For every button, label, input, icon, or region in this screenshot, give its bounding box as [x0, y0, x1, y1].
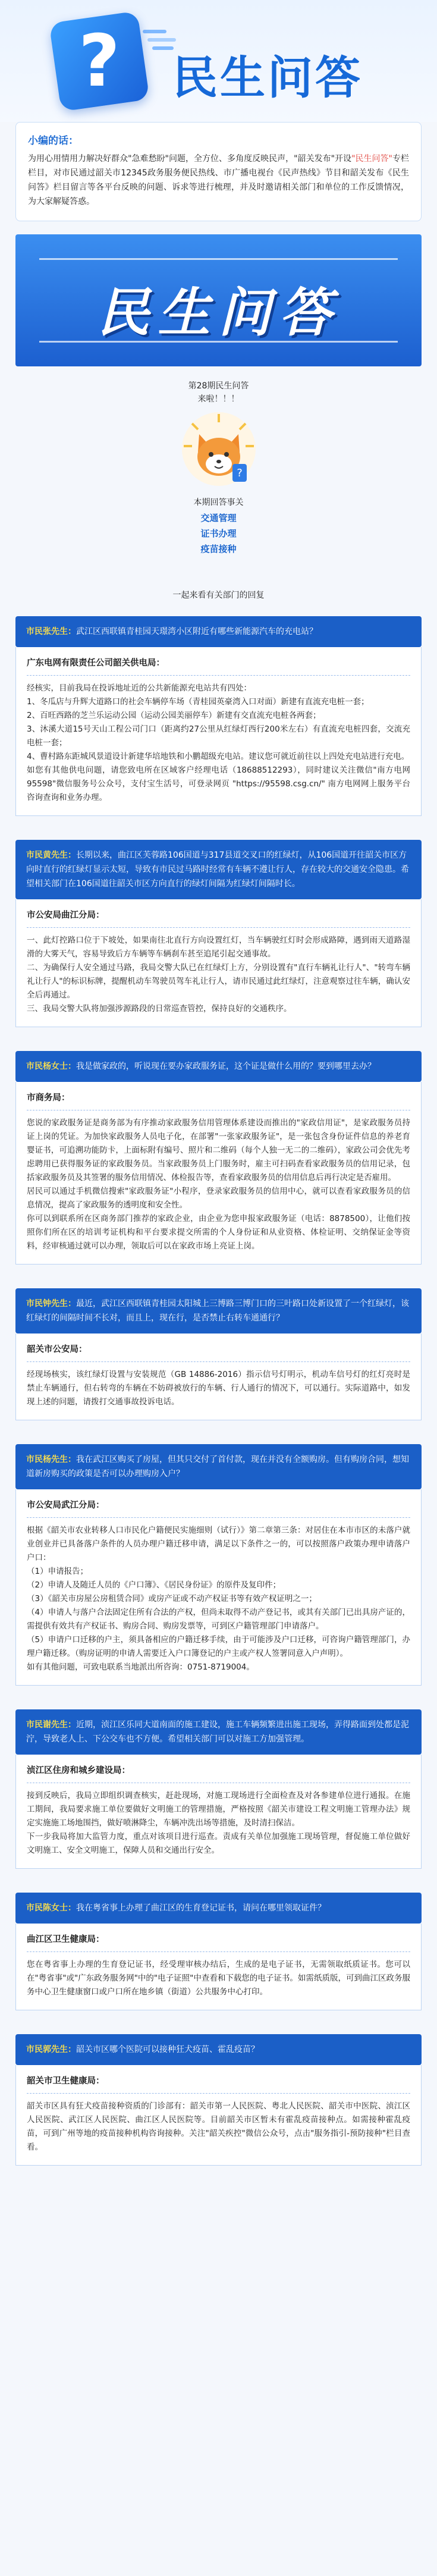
asker-name: 市民杨女士： — [26, 1062, 76, 1071]
answer-box — [15, 1082, 422, 1265]
answer-box — [15, 899, 422, 1027]
mascot-fox-icon — [180, 410, 257, 488]
topic-item: 交通管理 — [200, 513, 237, 523]
column-name-highlight: "民生问答" — [351, 154, 392, 164]
qa-block — [15, 2034, 422, 2166]
qa-block — [15, 1051, 422, 1265]
qa-block — [15, 1444, 422, 1686]
svg-text:?: ? — [236, 467, 243, 479]
topics-list — [0, 495, 437, 557]
issue-info — [0, 379, 437, 406]
answer-box — [15, 1924, 422, 2010]
answer-department: 浈江区住房和城乡建设局： — [27, 1766, 130, 1775]
answer-department: 广东电网有限责任公司韶关供电局： — [27, 658, 165, 668]
editor-note-text: 为用心用情用力解决好群众"急难愁盼"问题，全方位、多角度反映民声，"韶关发布"开设"民生问答"专栏栏目，对市民通过韶关市12345政务服务便民热线、市广播电视台《民声热线》节目和韶关发布《民生问答》栏目留言等各平台反映的问题、诉求等进行梳理，并及时邀请相关部门和单位的工作反馈情况，为大家解疑答惑。 — [28, 154, 409, 206]
question-box — [15, 616, 422, 647]
question-mark-icon: ? — [49, 11, 149, 111]
answer-text: 韶关市区具有狂犬疫苗接种资质的门诊部有：韶关市第一人民医院、粤北人民医院、韶关市中医院、浈江区人民医院、武江区人民医院、曲江区人民医院等。目前韶关市区暂未有霍乱疫苗接种点。如需接种霍乱疫苗，可到广州等地的疫苗接种机构咨询接种。关注"韶关疾控"微信公众号，点击"服务指引-预防接种"栏目查看。 — [27, 2101, 410, 2152]
qa-block — [15, 840, 422, 1027]
editor-note-label: 小编的话： — [28, 135, 78, 147]
question-text: 武江区西联镇青桂园天璟湾小区附近有哪些新能源汽车的充电站？ — [76, 627, 317, 636]
question-box — [15, 2034, 422, 2065]
answer-text: 根据《韶关市农业转移人口市民化户籍便民实施细则（试行）》第二章第三条：对居住在本市市区的未落户就业创业并已具备落户条件的人员办理户籍迁移申请，满足以下条件之一的，可以按照落户政策办理申请落户户口： （1）申请报告； （2）申请人及随迁人员的《户口簿》、《居民身份证》的原件及复印件； （3）《韶关市房屋公房租赁合同》或房产证或不动产权证书等有效产权证明之一； （4）申请人与落户合法固定住所有合法的产权，但尚未取得不动产登记书，或其有关部门已出具房产证的，需提供有效共有产权证书、购房合同、购房发票等，可到区户籍管理部门申请落户。 （5）申请户口迁移的户主，须具备相应的户籍迁移手续，由于可能涉及户口迁移，可咨询户籍管理部门，办理户籍迁移。（购房证明的申请人需要迁入户口簿登记的户主或产权人签署同意入户声明）。 如有其他问题，可致电联系当地派出所咨询：0751-8719004。 — [27, 1526, 410, 1672]
editor-note-card — [15, 122, 422, 221]
answer-department: 市公安局武江分局： — [27, 1501, 105, 1510]
answer-text: 您在粤省事上办理的生育登记证书，经受理审核办结后，生成的是电子证书，无需领取纸质证书。您可以在"粤省事"或"广东政务服务网"中的"电子证照"中查看和下载您的电子证书。如需纸质版，可到曲江区政务服务中心卫生健康窗口或户口所在地乡镇（街道）公共服务中心打印。 — [27, 1960, 410, 1997]
answer-box — [15, 1489, 422, 1686]
qa-list — [0, 616, 437, 2166]
answer-text: 您说的家政服务证是商务部为有序推动家政服务信用管理体系建设而推出的"家政信用证"，是家政服务员持证上岗的凭证。为加快家政服务人员电子化，在部署"一张家政服务证"，是一张包含身份证件信息的养老育婴证书，可追溯功能防卡，上面标附有编号、照片和二维码（每个人独一无二的二维码），家政公司会优先考虑聘用已获得服务证的家政服务员。当家政服务员上门服务时，雇主可扫码查看家政服务员的信用记录，包括家政服务员及其签署的服务信用情况、体检报告等，查看家政服务员的信用信息后再行决定是否雇用。 居民可以通过手机微信搜索"家政服务证"小程序，登录家政服务员的信用中心，就可以查看家政服务员的信息情况，提高了家政服务的透明度和安全性。 你可以到联系所在区商务部门推荐的家政企业，由企业为您申报家政服务证（电话：8878500），让他们按照你们所在区的培训考证机构和平台要求提交所需的个人身份证和从业资格、体检证明、交纳保证金等资料，经审核通过就可以办理，领取后可以在家政市场上亮证上岗。 — [27, 1118, 410, 1251]
answer-text: 接到反映后，我局立即组织调查核实，赶赴现场，对施工现场进行全面检查及对各参建单位进行通报。在施工期间，我局要求施工单位要做好文明施工的管理措施，严格按照《韶关市建设工程文明施工管理办法》规定实施施工场地围挡，做好喷淋降尘，车辆冲洗出场等措施，及时清扫保洁。 下一步我局将加大监管力度，重点对该项目进行巡查。责成有关单位加强施工现场管理，督促施工单位做好文明施工、安全文明施工，保障人员和交通出行安全。 — [27, 1791, 410, 1855]
asker-name: 市民谢先生： — [26, 1720, 76, 1730]
page-title: 民生问答 — [172, 51, 363, 104]
answer-department: 韶关市公安局： — [27, 1345, 87, 1354]
question-text: 韶关市区哪个医院可以接种狂犬疫苗、霍乱疫苗？ — [76, 2045, 259, 2054]
qa-block — [15, 1893, 422, 2010]
asker-name: 市民郭先生： — [26, 2045, 76, 2054]
header-hero — [0, 0, 437, 122]
answer-department: 曲江区卫生健康局： — [27, 1935, 105, 1944]
answer-text: 经现场核实，该红绿灯设置与安装规范（GB 14886-2016）指示信号灯明示，机动车信号灯的红灯亮时是禁止车辆通行，但右转弯的车辆在不妨碍被放行的车辆、行人通行的情况下，可以通行。实际道路中，如发现上述的问题，请拨打交通事故投诉电话。 — [27, 1370, 410, 1407]
banner-title: 民生问答 — [97, 282, 340, 343]
answer-department: 市公安局曲江分局： — [27, 911, 105, 920]
asker-name: 市民钟先生： — [26, 1299, 76, 1309]
question-text: 最近，武江区西联镇青桂园太阳城上三博路三博门口的三叶路口处新设置了一个红绿灯，该红绿灯的间隔时间不长对，而且上，现在行，是否禁止右转车通通行？ — [26, 1299, 409, 1323]
answer-text: 经核实，目前我局在投诉地址近的公共新能源充电站共有四处： 1、冬瓜店与升辉大道路口的社会车辆停车场（青桂园英豪湾入口对面）新建有直流充电桩一套； 2、百旺西路的芝兰乐运动公园（运动公园美丽停车）新建有交直流充电桩各两套； 3、沐溪大道15号天山工程公司门口（距离约27公里从红绿灯西行200米左右）有直流充电桩四套，交流充电桩一套； 4、曹村路东距城风景道设计新建华培地铁和小鹏超级充电站。建议您可就近前往以上四处充电站进行充电。 如您有其他供电问题，请您致电所在区域客户经理电话（18688512293），同时建议关注微信"南方电网95598"微信服务号公众号，支付宝生活号，可登录网页 "https://95598.csg.cn/" 南方电网网上服务平台咨询查询和业务办理。 — [27, 683, 410, 802]
question-box — [15, 1893, 422, 1924]
topics-intro: 本期回答事关 — [193, 498, 244, 507]
question-box — [15, 1051, 422, 1082]
issue-coming: 来啦！！！ — [197, 394, 240, 404]
asker-name: 市民杨先生： — [26, 1455, 76, 1464]
answer-box — [15, 1334, 422, 1420]
question-text: 近期，浈江区乐同大道南面的施工建设，施工车辆频繁进出施工现场，弄得路面到处都是泥泞，导致老人上、下公交车也不方便。希望相关部门可以对施工方加强管理。 — [26, 1720, 409, 1744]
question-box — [15, 840, 422, 899]
topic-item: 疫苗接种 — [200, 544, 237, 554]
question-box — [15, 1288, 422, 1334]
answer-department: 韶关市卫生健康局： — [27, 2076, 105, 2086]
answer-box — [15, 1755, 422, 1869]
qa-block — [15, 616, 422, 816]
asker-name: 市民陈女士： — [26, 1903, 76, 1913]
question-text: 我在武江区购买了房屋，但其只交付了首付款，现在并没有全额购房。但有购房合同，想知道新房购买的政策是否可以办理购房入户？ — [26, 1455, 409, 1479]
answer-text: 一、此灯控路口位于下坡处，如果南往北直行方向设置红灯，当车辆驶红灯时会形成路障，遇到雨天道路湿滑的大雾天气，容易导致后方车辆等车辆刹车甚至追尾引起交通事故。 二、为确保行人安全通过马路，我局交警大队已在红绿灯上方，分别设置有"直行车辆礼让行人"、"转弯车辆礼让行人"的标识标牌，提醒机动车驾驶员驾车礼让行人，请市民通过此红绿灯，注意观察过往车辆，确认安全后再通过。 三、我局交警大队将加强涉源路段的日常巡查管控，保持良好的交通秩序。 — [27, 936, 410, 1014]
answer-box — [15, 647, 422, 816]
issue-number: 第28期民生问答 — [188, 381, 249, 391]
look-replies-note: 一起来看有关部门的回复 — [172, 591, 265, 600]
question-text: 我是做家政的，听说现在要办家政服务证，这个证是做什么用的？要到哪里去办？ — [76, 1062, 376, 1071]
answer-box — [15, 2065, 422, 2166]
topic-item: 证书办理 — [200, 528, 237, 539]
question-text: 我在粤省事上办理了曲江区的生育登记证书，请问在哪里领取证件？ — [76, 1903, 326, 1913]
qa-block — [15, 1709, 422, 1869]
question-text: 长期以来，曲江区芙蓉路106国道与317县道交叉口的红绿灯，从106国道开往韶关市区方向时直行的红绿灯显示太短，导致有市民过马路时经常有车辆不遵让行人，存在较大的交通安全隐患。希望相关部门在106国道往韶关市区方向直行的绿灯间隔为红绿灯间隔时长。 — [26, 851, 409, 889]
banner-image — [15, 234, 422, 366]
asker-name: 市民张先生： — [26, 627, 76, 636]
qa-block — [15, 1288, 422, 1420]
question-box — [15, 1444, 422, 1489]
question-box — [15, 1709, 422, 1755]
asker-name: 市民黄先生： — [26, 851, 76, 860]
answer-department: 市商务局： — [27, 1093, 70, 1103]
